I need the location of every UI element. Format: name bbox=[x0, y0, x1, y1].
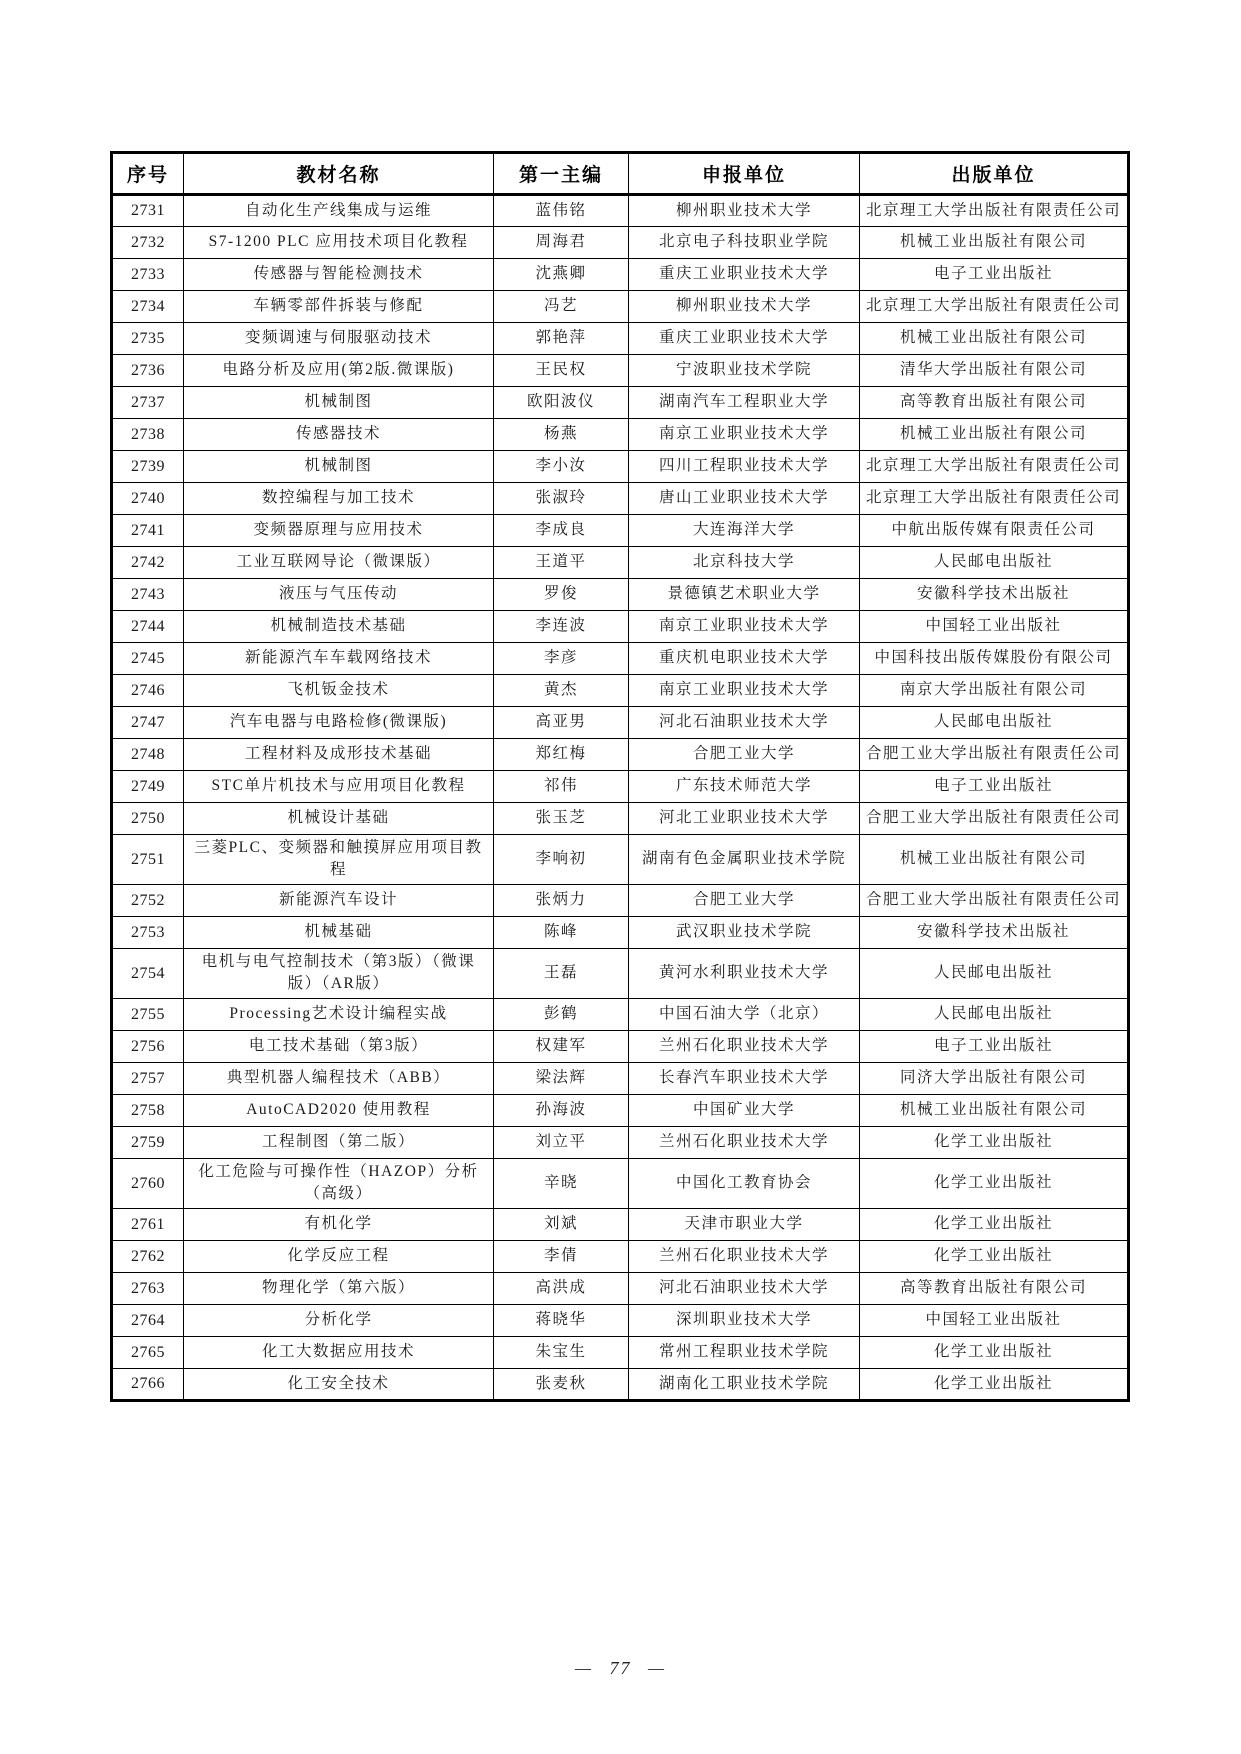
cell-applicant-unit: 重庆工业职业技术大学 bbox=[629, 323, 860, 355]
cell-publisher-unit: 高等教育出版社有限公司 bbox=[860, 1272, 1129, 1304]
cell-applicant-unit: 河北工业职业技术大学 bbox=[629, 803, 860, 835]
table-row bbox=[112, 323, 1129, 355]
cell-textbook-title: 机械制造技术基础 bbox=[184, 611, 494, 643]
cell-first-editor: 辛晓 bbox=[494, 1158, 629, 1208]
header-publisher-unit: 出版单位 bbox=[860, 153, 1129, 195]
cell-applicant-unit: 兰州石化职业技术大学 bbox=[629, 1030, 860, 1062]
cell-textbook-title: 自动化生产线集成与运维 bbox=[184, 195, 494, 227]
cell-applicant-unit: 中国矿业大学 bbox=[629, 1094, 860, 1126]
table-body bbox=[112, 195, 1129, 1401]
cell-publisher-unit: 合肥工业大学出版社有限责任公司 bbox=[860, 739, 1129, 771]
cell-textbook-title: 化工安全技术 bbox=[184, 1368, 494, 1400]
cell-first-editor: 孙海波 bbox=[494, 1094, 629, 1126]
cell-serial-number: 2756 bbox=[112, 1030, 184, 1062]
cell-first-editor: 梁法辉 bbox=[494, 1062, 629, 1094]
table-row bbox=[112, 771, 1129, 803]
cell-publisher-unit: 北京理工大学出版社有限责任公司 bbox=[860, 291, 1129, 323]
table-row bbox=[112, 916, 1129, 948]
cell-serial-number: 2734 bbox=[112, 291, 184, 323]
cell-first-editor: 李响初 bbox=[494, 835, 629, 885]
cell-first-editor: 李彦 bbox=[494, 643, 629, 675]
cell-textbook-title: STC单片机技术与应用项目化教程 bbox=[184, 771, 494, 803]
cell-serial-number: 2743 bbox=[112, 579, 184, 611]
cell-applicant-unit: 南京工业职业技术大学 bbox=[629, 611, 860, 643]
cell-first-editor: 权建军 bbox=[494, 1030, 629, 1062]
cell-serial-number: 2753 bbox=[112, 916, 184, 948]
cell-publisher-unit: 南京大学出版社有限公司 bbox=[860, 675, 1129, 707]
cell-publisher-unit: 中国科技出版传媒股份有限公司 bbox=[860, 643, 1129, 675]
table-row bbox=[112, 227, 1129, 259]
cell-serial-number: 2759 bbox=[112, 1126, 184, 1158]
table-row bbox=[112, 451, 1129, 483]
cell-first-editor: 李成良 bbox=[494, 515, 629, 547]
cell-applicant-unit: 河北石油职业技术大学 bbox=[629, 707, 860, 739]
cell-serial-number: 2747 bbox=[112, 707, 184, 739]
cell-first-editor: 刘斌 bbox=[494, 1208, 629, 1240]
cell-textbook-title: 机械设计基础 bbox=[184, 803, 494, 835]
table-row bbox=[112, 579, 1129, 611]
cell-applicant-unit: 黄河水利职业技术大学 bbox=[629, 948, 860, 998]
cell-textbook-title: 化工危险与可操作性（HAZOP）分析（高级） bbox=[184, 1158, 494, 1208]
cell-first-editor: 陈峰 bbox=[494, 916, 629, 948]
cell-first-editor: 张玉芝 bbox=[494, 803, 629, 835]
table-row bbox=[112, 707, 1129, 739]
cell-first-editor: 李倩 bbox=[494, 1240, 629, 1272]
cell-textbook-title: AutoCAD2020 使用教程 bbox=[184, 1094, 494, 1126]
cell-first-editor: 周海君 bbox=[494, 227, 629, 259]
table-row bbox=[112, 998, 1129, 1030]
cell-publisher-unit: 电子工业出版社 bbox=[860, 259, 1129, 291]
cell-textbook-title: 有机化学 bbox=[184, 1208, 494, 1240]
table-row bbox=[112, 884, 1129, 916]
cell-textbook-title: 电路分析及应用(第2版.微课版) bbox=[184, 355, 494, 387]
table-row bbox=[112, 1368, 1129, 1400]
cell-textbook-title: 机械制图 bbox=[184, 387, 494, 419]
table-row bbox=[112, 643, 1129, 675]
cell-textbook-title: 电工技术基础（第3版） bbox=[184, 1030, 494, 1062]
cell-textbook-title: 三菱PLC、变频器和触摸屏应用项目教程 bbox=[184, 835, 494, 885]
cell-textbook-title: S7-1200 PLC 应用技术项目化教程 bbox=[184, 227, 494, 259]
cell-applicant-unit: 唐山工业职业技术大学 bbox=[629, 483, 860, 515]
cell-textbook-title: 电机与电气控制技术（第3版）（微课版）（AR版） bbox=[184, 948, 494, 998]
cell-textbook-title: 分析化学 bbox=[184, 1304, 494, 1336]
cell-textbook-title: 工程材料及成形技术基础 bbox=[184, 739, 494, 771]
table-row bbox=[112, 1240, 1129, 1272]
cell-first-editor: 高洪成 bbox=[494, 1272, 629, 1304]
cell-serial-number: 2760 bbox=[112, 1158, 184, 1208]
cell-serial-number: 2732 bbox=[112, 227, 184, 259]
cell-serial-number: 2735 bbox=[112, 323, 184, 355]
cell-serial-number: 2752 bbox=[112, 884, 184, 916]
cell-applicant-unit: 深圳职业技术大学 bbox=[629, 1304, 860, 1336]
cell-applicant-unit: 天津市职业大学 bbox=[629, 1208, 860, 1240]
cell-serial-number: 2749 bbox=[112, 771, 184, 803]
cell-textbook-title: 工程制图（第二版） bbox=[184, 1126, 494, 1158]
table-row bbox=[112, 1208, 1129, 1240]
cell-textbook-title: 化工大数据应用技术 bbox=[184, 1336, 494, 1368]
cell-publisher-unit: 北京理工大学出版社有限责任公司 bbox=[860, 195, 1129, 227]
cell-publisher-unit: 人民邮电出版社 bbox=[860, 707, 1129, 739]
cell-serial-number: 2763 bbox=[112, 1272, 184, 1304]
cell-publisher-unit: 化学工业出版社 bbox=[860, 1208, 1129, 1240]
cell-applicant-unit: 柳州职业技术大学 bbox=[629, 195, 860, 227]
cell-publisher-unit: 化学工业出版社 bbox=[860, 1240, 1129, 1272]
cell-publisher-unit: 中国轻工业出版社 bbox=[860, 611, 1129, 643]
cell-publisher-unit: 合肥工业大学出版社有限责任公司 bbox=[860, 803, 1129, 835]
cell-applicant-unit: 重庆机电职业技术大学 bbox=[629, 643, 860, 675]
cell-applicant-unit: 湖南有色金属职业技术学院 bbox=[629, 835, 860, 885]
cell-first-editor: 欧阳波仪 bbox=[494, 387, 629, 419]
cell-applicant-unit: 常州工程职业技术学院 bbox=[629, 1336, 860, 1368]
cell-publisher-unit: 北京理工大学出版社有限责任公司 bbox=[860, 451, 1129, 483]
cell-publisher-unit: 同济大学出版社有限公司 bbox=[860, 1062, 1129, 1094]
cell-textbook-title: 汽车电器与电路检修(微课版) bbox=[184, 707, 494, 739]
cell-publisher-unit: 清华大学出版社有限公司 bbox=[860, 355, 1129, 387]
cell-publisher-unit: 机械工业出版社有限公司 bbox=[860, 227, 1129, 259]
cell-textbook-title: 数控编程与加工技术 bbox=[184, 483, 494, 515]
header-textbook-title: 教材名称 bbox=[184, 153, 494, 195]
cell-applicant-unit: 大连海洋大学 bbox=[629, 515, 860, 547]
table-row bbox=[112, 611, 1129, 643]
cell-serial-number: 2738 bbox=[112, 419, 184, 451]
cell-textbook-title: 化学反应工程 bbox=[184, 1240, 494, 1272]
cell-applicant-unit: 北京电子科技职业学院 bbox=[629, 227, 860, 259]
cell-publisher-unit: 人民邮电出版社 bbox=[860, 998, 1129, 1030]
cell-applicant-unit: 南京工业职业技术大学 bbox=[629, 675, 860, 707]
cell-first-editor: 沈燕卿 bbox=[494, 259, 629, 291]
cell-first-editor: 王民权 bbox=[494, 355, 629, 387]
table-header bbox=[112, 153, 1129, 195]
cell-textbook-title: 车辆零部件拆装与修配 bbox=[184, 291, 494, 323]
cell-applicant-unit: 长春汽车职业技术大学 bbox=[629, 1062, 860, 1094]
cell-publisher-unit: 高等教育出版社有限公司 bbox=[860, 387, 1129, 419]
cell-publisher-unit: 安徽科学技术出版社 bbox=[860, 916, 1129, 948]
cell-serial-number: 2748 bbox=[112, 739, 184, 771]
cell-serial-number: 2764 bbox=[112, 1304, 184, 1336]
table-row bbox=[112, 675, 1129, 707]
cell-first-editor: 李小汝 bbox=[494, 451, 629, 483]
cell-textbook-title: Processing艺术设计编程实战 bbox=[184, 998, 494, 1030]
cell-first-editor: 冯艺 bbox=[494, 291, 629, 323]
cell-applicant-unit: 四川工程职业技术大学 bbox=[629, 451, 860, 483]
cell-publisher-unit: 化学工业出版社 bbox=[860, 1126, 1129, 1158]
header-serial-number: 序号 bbox=[112, 153, 184, 195]
cell-first-editor: 蒋晓华 bbox=[494, 1304, 629, 1336]
table-row bbox=[112, 1126, 1129, 1158]
cell-serial-number: 2739 bbox=[112, 451, 184, 483]
cell-textbook-title: 新能源汽车设计 bbox=[184, 884, 494, 916]
cell-publisher-unit: 化学工业出版社 bbox=[860, 1368, 1129, 1400]
cell-serial-number: 2745 bbox=[112, 643, 184, 675]
cell-first-editor: 杨燕 bbox=[494, 419, 629, 451]
table-row bbox=[112, 1272, 1129, 1304]
cell-publisher-unit: 机械工业出版社有限公司 bbox=[860, 419, 1129, 451]
cell-publisher-unit: 化学工业出版社 bbox=[860, 1336, 1129, 1368]
textbook-approval-table bbox=[110, 151, 1130, 1402]
cell-textbook-title: 工业互联网导论（微课版） bbox=[184, 547, 494, 579]
cell-serial-number: 2740 bbox=[112, 483, 184, 515]
table-row bbox=[112, 355, 1129, 387]
cell-serial-number: 2751 bbox=[112, 835, 184, 885]
table-row bbox=[112, 948, 1129, 998]
cell-serial-number: 2736 bbox=[112, 355, 184, 387]
header-applicant-unit: 申报单位 bbox=[629, 153, 860, 195]
cell-serial-number: 2755 bbox=[112, 998, 184, 1030]
cell-publisher-unit: 电子工业出版社 bbox=[860, 771, 1129, 803]
cell-applicant-unit: 柳州职业技术大学 bbox=[629, 291, 860, 323]
table-row bbox=[112, 739, 1129, 771]
cell-first-editor: 彭鹤 bbox=[494, 998, 629, 1030]
cell-publisher-unit: 合肥工业大学出版社有限责任公司 bbox=[860, 884, 1129, 916]
cell-publisher-unit: 电子工业出版社 bbox=[860, 1030, 1129, 1062]
cell-serial-number: 2750 bbox=[112, 803, 184, 835]
cell-applicant-unit: 重庆工业职业技术大学 bbox=[629, 259, 860, 291]
cell-serial-number: 2731 bbox=[112, 195, 184, 227]
table-row bbox=[112, 387, 1129, 419]
cell-serial-number: 2737 bbox=[112, 387, 184, 419]
cell-textbook-title: 物理化学（第六版） bbox=[184, 1272, 494, 1304]
cell-serial-number: 2754 bbox=[112, 948, 184, 998]
cell-first-editor: 祁伟 bbox=[494, 771, 629, 803]
cell-applicant-unit: 合肥工业大学 bbox=[629, 884, 860, 916]
table-row bbox=[112, 483, 1129, 515]
table-row bbox=[112, 259, 1129, 291]
table-row bbox=[112, 1030, 1129, 1062]
cell-first-editor: 张麦秋 bbox=[494, 1368, 629, 1400]
cell-first-editor: 王道平 bbox=[494, 547, 629, 579]
cell-publisher-unit: 人民邮电出版社 bbox=[860, 547, 1129, 579]
page-number: — 77 — bbox=[574, 1658, 666, 1678]
cell-applicant-unit: 南京工业职业技术大学 bbox=[629, 419, 860, 451]
cell-applicant-unit: 湖南化工职业技术学院 bbox=[629, 1368, 860, 1400]
table-row bbox=[112, 1062, 1129, 1094]
cell-publisher-unit: 中国轻工业出版社 bbox=[860, 1304, 1129, 1336]
cell-textbook-title: 新能源汽车车载网络技术 bbox=[184, 643, 494, 675]
cell-first-editor: 王磊 bbox=[494, 948, 629, 998]
table-row bbox=[112, 291, 1129, 323]
header-first-editor: 第一主编 bbox=[494, 153, 629, 195]
cell-publisher-unit: 化学工业出版社 bbox=[860, 1158, 1129, 1208]
cell-textbook-title: 变频器原理与应用技术 bbox=[184, 515, 494, 547]
cell-serial-number: 2741 bbox=[112, 515, 184, 547]
table-row bbox=[112, 803, 1129, 835]
cell-serial-number: 2765 bbox=[112, 1336, 184, 1368]
table-row bbox=[112, 1158, 1129, 1208]
table-row bbox=[112, 547, 1129, 579]
table-row bbox=[112, 1094, 1129, 1126]
cell-publisher-unit: 机械工业出版社有限公司 bbox=[860, 323, 1129, 355]
cell-serial-number: 2746 bbox=[112, 675, 184, 707]
cell-applicant-unit: 广东技术师范大学 bbox=[629, 771, 860, 803]
table-row bbox=[112, 195, 1129, 227]
cell-textbook-title: 典型机器人编程技术（ABB） bbox=[184, 1062, 494, 1094]
cell-textbook-title: 传感器技术 bbox=[184, 419, 494, 451]
cell-serial-number: 2762 bbox=[112, 1240, 184, 1272]
cell-applicant-unit: 兰州石化职业技术大学 bbox=[629, 1126, 860, 1158]
cell-applicant-unit: 景德镇艺术职业大学 bbox=[629, 579, 860, 611]
table-row bbox=[112, 419, 1129, 451]
cell-publisher-unit: 机械工业出版社有限公司 bbox=[860, 1094, 1129, 1126]
table-row bbox=[112, 1304, 1129, 1336]
cell-publisher-unit: 中航出版传媒有限责任公司 bbox=[860, 515, 1129, 547]
cell-textbook-title: 变频调速与伺服驱动技术 bbox=[184, 323, 494, 355]
table-row bbox=[112, 515, 1129, 547]
cell-serial-number: 2744 bbox=[112, 611, 184, 643]
cell-first-editor: 郑红梅 bbox=[494, 739, 629, 771]
cell-textbook-title: 机械制图 bbox=[184, 451, 494, 483]
cell-textbook-title: 传感器与智能检测技术 bbox=[184, 259, 494, 291]
cell-first-editor: 高亚男 bbox=[494, 707, 629, 739]
cell-first-editor: 刘立平 bbox=[494, 1126, 629, 1158]
cell-applicant-unit: 宁波职业技术学院 bbox=[629, 355, 860, 387]
cell-textbook-title: 机械基础 bbox=[184, 916, 494, 948]
cell-serial-number: 2733 bbox=[112, 259, 184, 291]
cell-first-editor: 郭艳萍 bbox=[494, 323, 629, 355]
cell-first-editor: 李连波 bbox=[494, 611, 629, 643]
cell-applicant-unit: 合肥工业大学 bbox=[629, 739, 860, 771]
cell-applicant-unit: 湖南汽车工程职业大学 bbox=[629, 387, 860, 419]
cell-serial-number: 2761 bbox=[112, 1208, 184, 1240]
cell-textbook-title: 飞机钣金技术 bbox=[184, 675, 494, 707]
cell-serial-number: 2758 bbox=[112, 1094, 184, 1126]
cell-first-editor: 黄杰 bbox=[494, 675, 629, 707]
cell-applicant-unit: 武汉职业技术学院 bbox=[629, 916, 860, 948]
header-row bbox=[112, 153, 1129, 195]
cell-first-editor: 罗俊 bbox=[494, 579, 629, 611]
cell-publisher-unit: 机械工业出版社有限公司 bbox=[860, 835, 1129, 885]
cell-serial-number: 2742 bbox=[112, 547, 184, 579]
cell-applicant-unit: 中国石油大学（北京） bbox=[629, 998, 860, 1030]
cell-serial-number: 2757 bbox=[112, 1062, 184, 1094]
cell-publisher-unit: 人民邮电出版社 bbox=[860, 948, 1129, 998]
cell-applicant-unit: 河北石油职业技术大学 bbox=[629, 1272, 860, 1304]
cell-first-editor: 张炳力 bbox=[494, 884, 629, 916]
cell-serial-number: 2766 bbox=[112, 1368, 184, 1400]
table-row bbox=[112, 1336, 1129, 1368]
cell-textbook-title: 液压与气压传动 bbox=[184, 579, 494, 611]
cell-applicant-unit: 兰州石化职业技术大学 bbox=[629, 1240, 860, 1272]
table-row bbox=[112, 835, 1129, 885]
cell-publisher-unit: 安徽科学技术出版社 bbox=[860, 579, 1129, 611]
cell-first-editor: 蓝伟铭 bbox=[494, 195, 629, 227]
cell-applicant-unit: 北京科技大学 bbox=[629, 547, 860, 579]
cell-first-editor: 张淑玲 bbox=[494, 483, 629, 515]
cell-first-editor: 朱宝生 bbox=[494, 1336, 629, 1368]
cell-publisher-unit: 北京理工大学出版社有限责任公司 bbox=[860, 483, 1129, 515]
cell-applicant-unit: 中国化工教育协会 bbox=[629, 1158, 860, 1208]
